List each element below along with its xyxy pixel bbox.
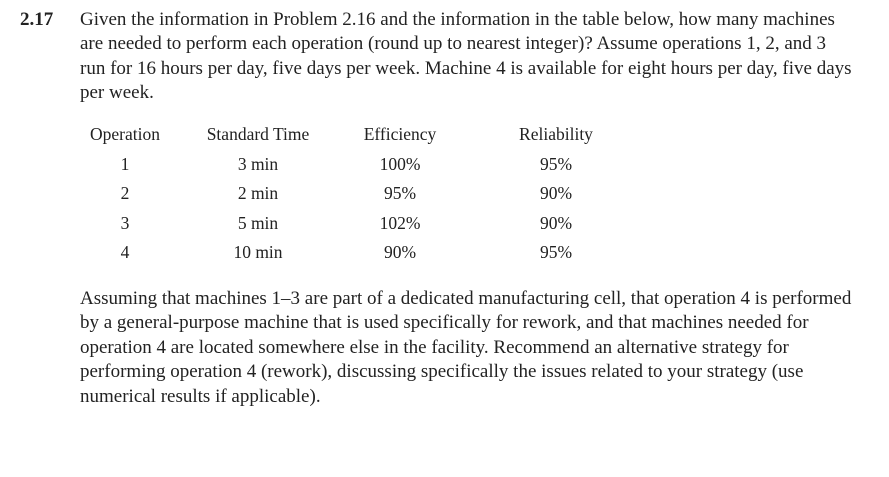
cell-reliability: 95% (539, 242, 573, 262)
header-reliability: Reliability (519, 124, 593, 144)
cell-efficiency: 95% (383, 183, 417, 203)
cell-efficiency: 90% (383, 242, 417, 262)
cell-standard-time: 10 min (233, 242, 283, 262)
cell-operation: 1 (120, 153, 130, 174)
table-row (80, 242, 620, 272)
table-header-row (80, 124, 620, 154)
cell-reliability: 95% (539, 153, 573, 174)
problem-followup-text: Assuming that machines 1–3 are part of a dedicated manufacturing cell, that operation 4 is performed by a general-purpose machine that is used specifically for rework, and that machines needed for operation 4 are located somewhere else in the facility. Recommend an alternative strategy for performing operation 4 (rework), discussing specifically the issues related to your strategy (use numerical results if applicable). (80, 288, 852, 407)
cell-reliability: 90% (539, 212, 573, 233)
header-standard-time: Standard Time (206, 124, 310, 144)
cell-reliability: 90% (539, 183, 573, 203)
problem-intro-text: Given the information in Problem 2.16 and the information in the table below, how many machines are needed to perform each operation (round up to nearest integer)? Assume operations 1, 2, and 3 run for 16 hours per day, five days per week. Machine 4 is available for eight hours per day, five days per week. (80, 9, 852, 104)
operations-table (80, 124, 620, 272)
table-row (80, 213, 620, 243)
cell-operation: 4 (120, 242, 130, 262)
cell-standard-time: 5 min (237, 212, 279, 233)
header-efficiency: Efficiency (363, 124, 437, 144)
cell-operation: 3 (120, 212, 130, 233)
cell-standard-time: 3 min (237, 153, 279, 174)
cell-standard-time: 2 min (237, 183, 279, 203)
cell-efficiency: 100% (379, 153, 421, 174)
header-operation: Operation (90, 124, 160, 144)
table-row (80, 183, 620, 213)
table-row (80, 154, 620, 184)
problem-number: 2.17 (20, 9, 54, 30)
cell-efficiency: 102% (379, 212, 421, 233)
cell-operation: 2 (120, 183, 130, 203)
